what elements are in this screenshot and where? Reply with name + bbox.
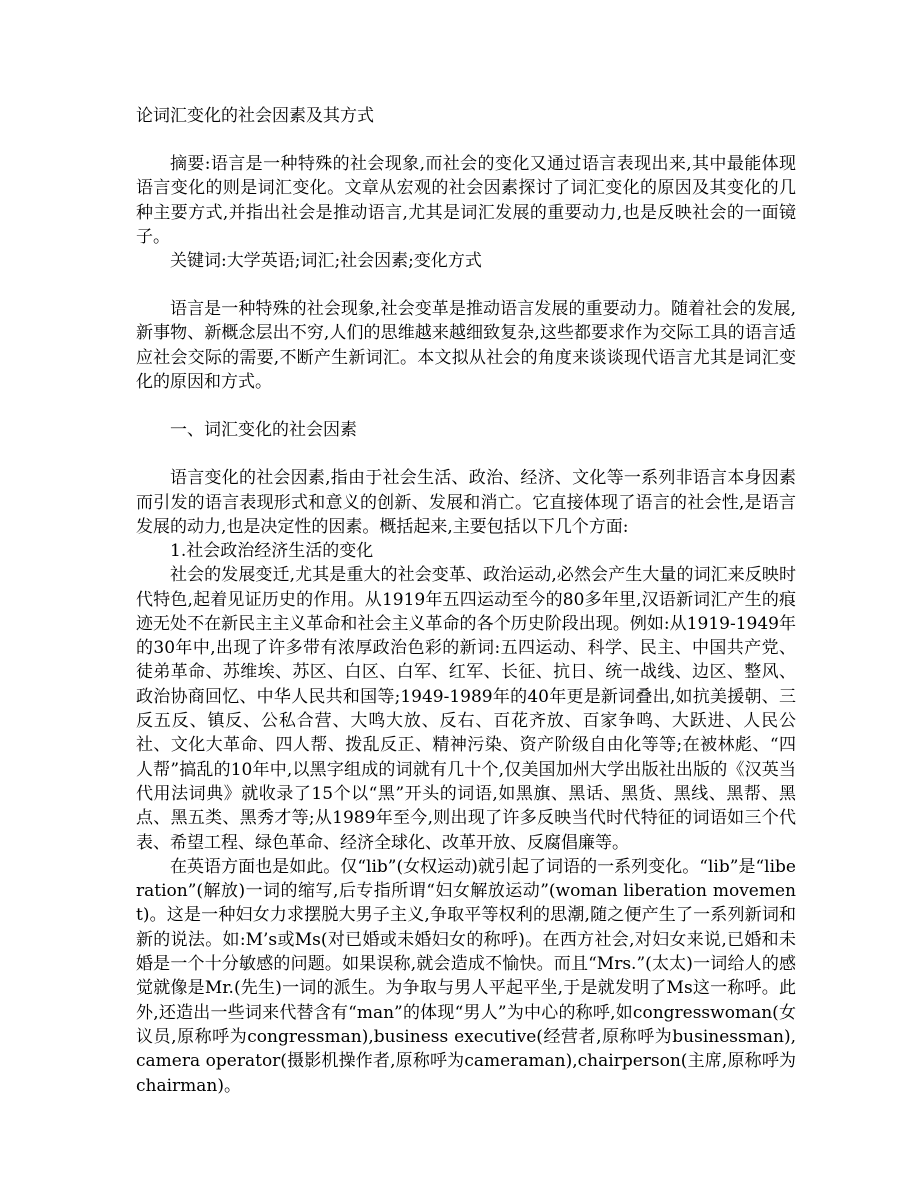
section-intro-paragraph: 语言变化的社会因素,指由于社会生活、政治、经济、文化等一系列非语言本身因素而引发的语言表现形式和意义的创新、发展和消亡。它直接体现了语言的社会性,是语言发展的动力,也是决定性的因素。概括起来,主要包括以下几个方面: bbox=[136, 468, 796, 537]
body-paragraph: 在英语方面也是如此。仅“lib”(女权运动)就引起了词语的一系列变化。“lib”是“liberation”(解放)一词的缩写,后专指所谓“妇女解放运动”(woman liberation movement)。这是一种妇女力求摆脱大男子主义,争取平等权利的思潮,随之便产生了一系列新词和新的说法。如:M’s或Ms(对已婚或未婚妇女的称呼)。在西方社会,对妇女来说,已婚和未婚是一个十分敏感的问题。如果误称,就会造成不愉快。而且“Mrs.”(太太)一词给人的感觉就像是Mr.(先生)一词的派生。为争取与男人平起平坐,于是就发明了Ms这一称呼。此外,还造出一些词来代替含有“man”的体现“男人”为中心的称呼,如congresswoman(女议员,原称呼为congressman),business executive(经营者,原称呼为businessman),camera operator(摄影机操作者,原称呼为cameraman),chairperson(主席,原称呼为chairman)。 bbox=[136, 856, 796, 1096]
spacer bbox=[136, 394, 796, 418]
intro-paragraph: 语言是一种特殊的社会现象,社会变革是推动语言发展的重要动力。随着社会的发展,新事物、新概念层出不穷,人们的思维越来越细致复杂,这些都要求作为交际工具的语言适应社会交际的需要,不断产生新词汇。本文拟从社会的角度来谈谈现代语言尤其是词汇变化的原因和方式。 bbox=[136, 299, 796, 393]
keywords-line: 关键词:大学英语;词汇;社会因素;变化方式 bbox=[170, 251, 482, 272]
page-title: 论词汇变化的社会因素及其方式 bbox=[136, 106, 374, 126]
body-paragraph: 社会的发展变迁,尤其是重大的社会变革、政治运动,必然会产生大量的词汇来反映时代特色,起着见证历史的作用。从1919年五四运动至今的80多年里,汉语新词汇产生的痕迹无处不在新民主主义革命和社会主义革命的各个历史阶段出现。例如:从1919-1949年的30年中,出现了许多带有浓厚政治色彩的新词:五四运动、科学、民主、中国共产党、徒弟革命、苏维埃、苏区、白区、白军、红军、长征、抗日、统一战线、边区、整风、政治协商回忆、中华人民共和国等;1949-1989年的40年更是新词叠出,如抗美援朝、三反五反、镇反、公私合营、大鸣大放、反右、百花齐放、百家争鸣、大跃进、人民公社、文化大革命、四人帮、拨乱反正、精神污染、资产阶级自由化等等;在被林彪、“四人帮”搞乱的10年中,以黑字组成的词就有几十个,仅美国加州大学出版社出版的《汉英当代用法词典》就收录了15个以“黑”开头的词语,如黑旗、黑话、黑货、黑线、黑帮、黑点、黑五类、黑秀才等;从1989年至今,则出现了许多反映当代时代特征的词语如三个代表、希望工程、绿色革命、经济全球化、改革开放、反腐倡廉等。 bbox=[136, 565, 796, 853]
subsection-heading: 1.社会政治经济生活的变化 bbox=[170, 541, 374, 562]
abstract-paragraph: 摘要:语言是一种特殊的社会现象,而社会的变化又通过语言表现出来,其中最能体现语言变化的则是词汇变化。文章从宏观的社会因素探讨了词汇变化的原因及其变化的几种主要方式,并指出社会是推动语言,尤其是词汇发展的重要动力,也是反映社会的一面镜子。 bbox=[136, 154, 796, 247]
section-heading: 一、词汇变化的社会因素 bbox=[170, 420, 357, 441]
spacer bbox=[136, 442, 796, 466]
spacer bbox=[136, 273, 796, 297]
document-body bbox=[136, 104, 796, 1098]
